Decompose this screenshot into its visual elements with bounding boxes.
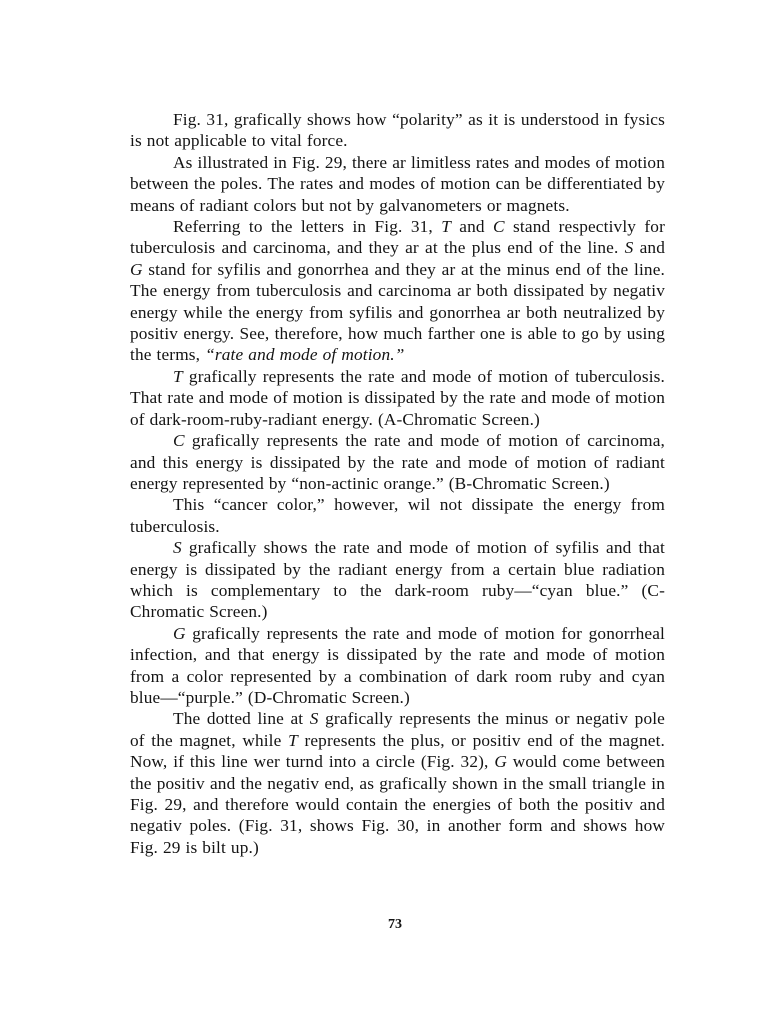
paragraph-6 — [130, 494, 665, 537]
text-run: The dotted line at — [173, 709, 310, 729]
paragraph-5 — [130, 430, 665, 494]
text-run: Referring to the letters in Fig. 31, — [173, 217, 442, 237]
italic-text: S — [309, 709, 319, 729]
paragraph-3 — [130, 216, 665, 366]
text-run: grafically represents the rate and mode of motion of tuberculosis. That rate and mode of motion is dissipated by the rate and mode of motion of dark-room-ruby-radiant energy. (A-Chromatic Screen.) — [130, 366, 665, 429]
paragraph-1 — [130, 109, 665, 152]
paragraph-4 — [130, 366, 665, 430]
text-run: grafically shows the rate and mode of motion of syfilis and that energy is dissipated by the radiant energy from a certain blue radiation which is complementary to the dark-room ruby—“cyan blue.” (C-Chromatic Screen.) — [130, 538, 665, 622]
text-run: As illustrated in Fig. 29, there ar limitless rates and modes of motion between the poles. The rates and modes of motion can be differentiated by means of radiant colors but not by galvanometers or magnets. — [130, 152, 665, 215]
italic-text: “rate and mode of motion.” — [205, 345, 405, 365]
text-run: Fig. 31, grafically shows how “polarity” as it is understood in fysics is not applicable to vital force. — [130, 110, 665, 151]
italic-text: S — [624, 238, 634, 258]
text-run: grafically represents the minus or negativ pole of the magnet, while — [130, 709, 666, 750]
italic-text: S — [173, 538, 182, 558]
text-run: grafically represents the rate and mode of motion for gonorrheal infection, and that energy is dissipated by the rate and mode of motion from a color represented by a combination of dark room ruby and cyan blue—“purple.” (D-Chromatic Screen.) — [130, 623, 665, 707]
italic-text: T — [441, 217, 451, 237]
paragraph-2 — [130, 152, 665, 216]
italic-text: C — [173, 431, 185, 451]
paragraph-9 — [130, 708, 665, 858]
page-body — [130, 109, 665, 858]
text-run: and — [633, 238, 665, 258]
page-number: 73 — [388, 917, 402, 932]
italic-text: T — [173, 366, 183, 386]
text-run: and — [450, 217, 494, 237]
paragraph-7 — [130, 537, 665, 623]
text-run: grafically represents the rate and mode of motion of carcinoma, and this energy is dissipated by the rate and mode of motion of radiant energy represented by “non-actinic orange.” (B-Chromatic Screen.) — [130, 431, 665, 493]
italic-text: T — [288, 730, 298, 750]
text-run: stand respectivly for tuberculosis and carcinoma, and they ar at the plus end of the line. — [130, 217, 665, 258]
text-run: would come between the positiv and the negativ end, as grafically shown in the small triangle in Fig. 29, and therefore would contain the energies of both the positiv and negativ poles. (Fig. 31, shows Fig. 30, in another form and shows how Fig. 29 is bilt up.) — [130, 752, 666, 857]
italic-text: G — [173, 623, 186, 643]
italic-text: C — [493, 217, 505, 237]
italic-text: G — [494, 752, 507, 772]
text-run: stand for syfilis and gonorrhea and they ar at the minus end of the line. The energy from tuberculosis and carcinoma ar both dissipated by negativ energy while the energy from syfilis and gonorrhea ar both neutralized by positiv energy. See, therefore, how much farther one is able to go by using the terms, — [130, 259, 665, 365]
text-run: represents the plus, or positiv end of the magnet. Now, if this line wer turnd into a circle (Fig. 32), — [130, 730, 665, 772]
paragraph-8 — [130, 623, 665, 709]
italic-text: G — [130, 259, 143, 279]
text-run: This “cancer color,” however, wil not dissipate the energy from tuberculosis. — [130, 495, 665, 536]
